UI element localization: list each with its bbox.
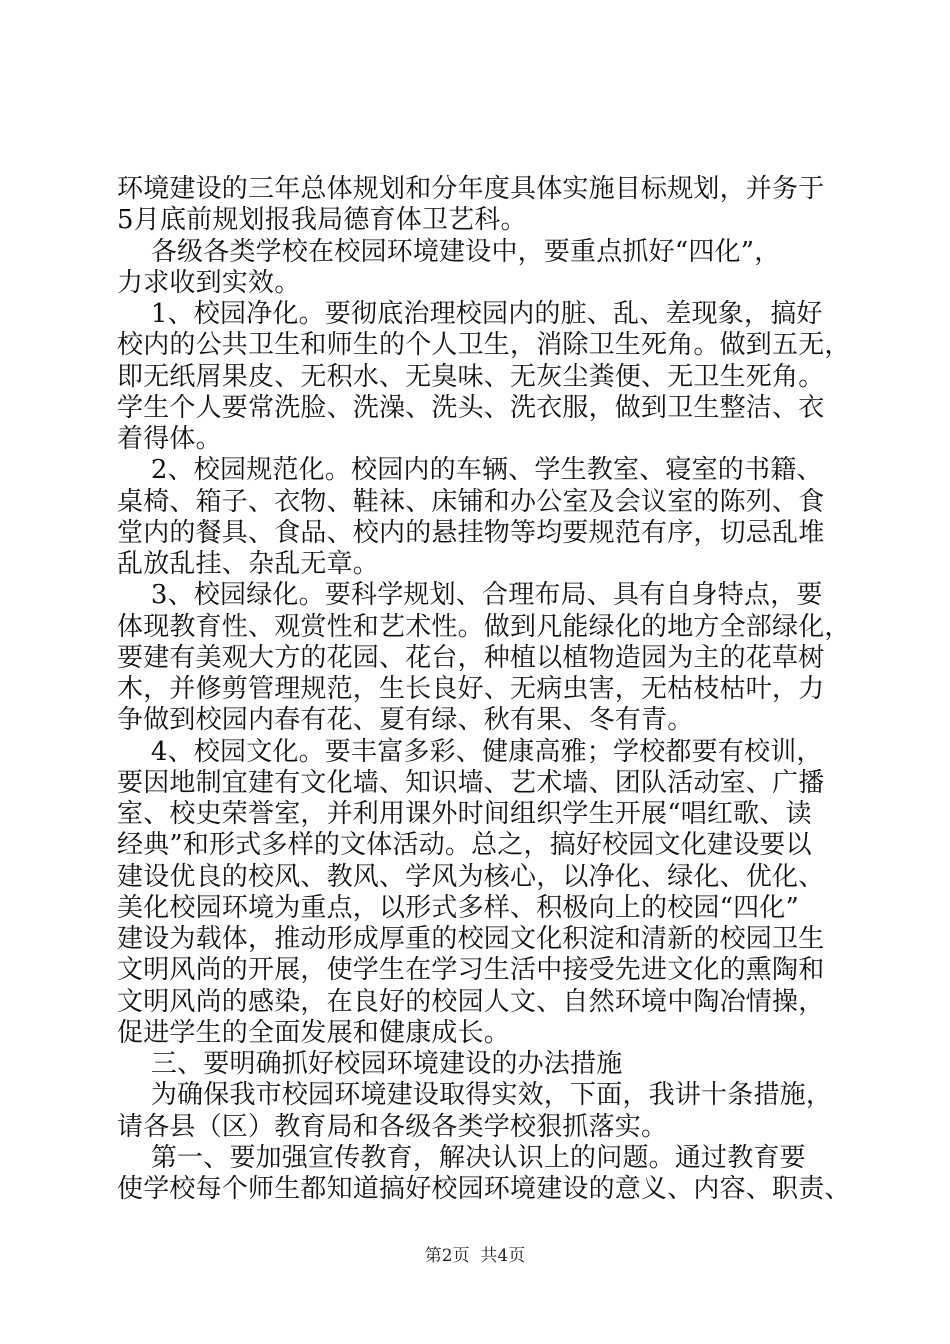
text-line: 学生个人要常洗脸、洗澡、洗头、洗衣服，做到卫生整洁、衣 xyxy=(117,392,825,423)
text-line: 要建有美观大方的花园、花台，种植以植物造园为主的花草树 xyxy=(117,642,825,673)
text-line: 美化校园环境为重点，以形式多样、积极向上的校园“四化” xyxy=(117,892,799,923)
text-line: 即无纸屑果皮、无积水、无臭味、无灰尘粪便、无卫生死角。 xyxy=(117,361,825,392)
text-line: 建设为载体，推动形成厚重的校园文化积淀和清新的校园卫生 xyxy=(117,924,825,954)
text-line: 力求收到实效。 xyxy=(117,267,301,298)
text-line: 2、校园规范化。校园内的车辆、学生教室、寝室的书籍、 xyxy=(117,455,823,486)
text-line: 乱放乱挂、杂乱无章。 xyxy=(117,549,380,579)
text-line: 请各县（区）教育局和各级各类学校狠抓落实。 xyxy=(117,1111,668,1142)
text-line: 各级各类学校在校园环境建设中，要重点抓好“四化”， xyxy=(117,236,781,267)
text-line: 木，并修剪管理规范，生长良好、无病虫害，无枯枝枯叶，力 xyxy=(117,674,825,704)
text-line: 要因地制宜建有文化墙、知识墙、艺术墙、团队活动室、广播 xyxy=(117,767,825,798)
text-line: 经典”和形式多样的文体活动。总之，搞好校园文化建设要以 xyxy=(117,830,812,861)
text-line: 3、校园绿化。要科学规划、合理布局、具有自身特点，要 xyxy=(117,580,823,611)
text-line: 三、要明确抓好校园环境建设的办法措施 xyxy=(117,1049,623,1079)
text-line: 桌椅、箱子、衣物、鞋袜、床铺和办公室及会议室的陈列、食 xyxy=(117,486,825,517)
page-footer: 第2页 共4页 xyxy=(424,1246,526,1266)
text-line: 第一、要加强宣传教育，解决认识上的问题。通过教育要 xyxy=(117,1142,806,1173)
text-line: 校内的公共卫生和师生的个人卫生，消除卫生死角。做到五无， xyxy=(117,330,851,361)
text-line: 文明风尚的开展，使学生在学习生活中接受先进文化的熏陶和 xyxy=(117,955,825,986)
text-line: 建设优良的校风、教风、学风为核心，以净化、绿化、优化、 xyxy=(117,861,825,892)
text-line: 堂内的餐具、食品、校内的悬挂物等均要规范有序，切忌乱堆 xyxy=(117,517,825,548)
text-line: 着得体。 xyxy=(117,424,222,454)
text-line: 室、校史荣誉室，并利用课外时间组织学生开展“唱红歌、读 xyxy=(117,799,812,829)
text-line: 1、校园净化。要彻底治理校园内的脏、乱、差现象，搞好 xyxy=(117,299,823,329)
text-line: 4、校园文化。要丰富多彩、健康高雅；学校都要有校训， xyxy=(117,736,823,767)
text-line: 促进学生的全面发展和健康成长。 xyxy=(117,1017,511,1048)
text-line: 环境建设的三年总体规划和分年度具体实施目标规划，并务于 xyxy=(117,174,825,204)
text-line: 文明风尚的感染，在良好的校园人文、自然环境中陶冶情操， xyxy=(117,986,825,1017)
text-line: 争做到校园内春有花、夏有绿、秋有果、冬有青。 xyxy=(117,705,694,736)
text-line: 使学校每个师生都知道搞好校园环境建设的意义、内容、职责、 xyxy=(117,1174,851,1204)
text-line: 为确保我市校园环境建设取得实效，下面，我讲十条措施， xyxy=(117,1080,833,1111)
text-line: 体现教育性、观赏性和艺术性。做到凡能绿化的地方全部绿化， xyxy=(117,611,851,642)
text-line: 5月底前规划报我局德育体卫艺科。 xyxy=(117,205,527,236)
